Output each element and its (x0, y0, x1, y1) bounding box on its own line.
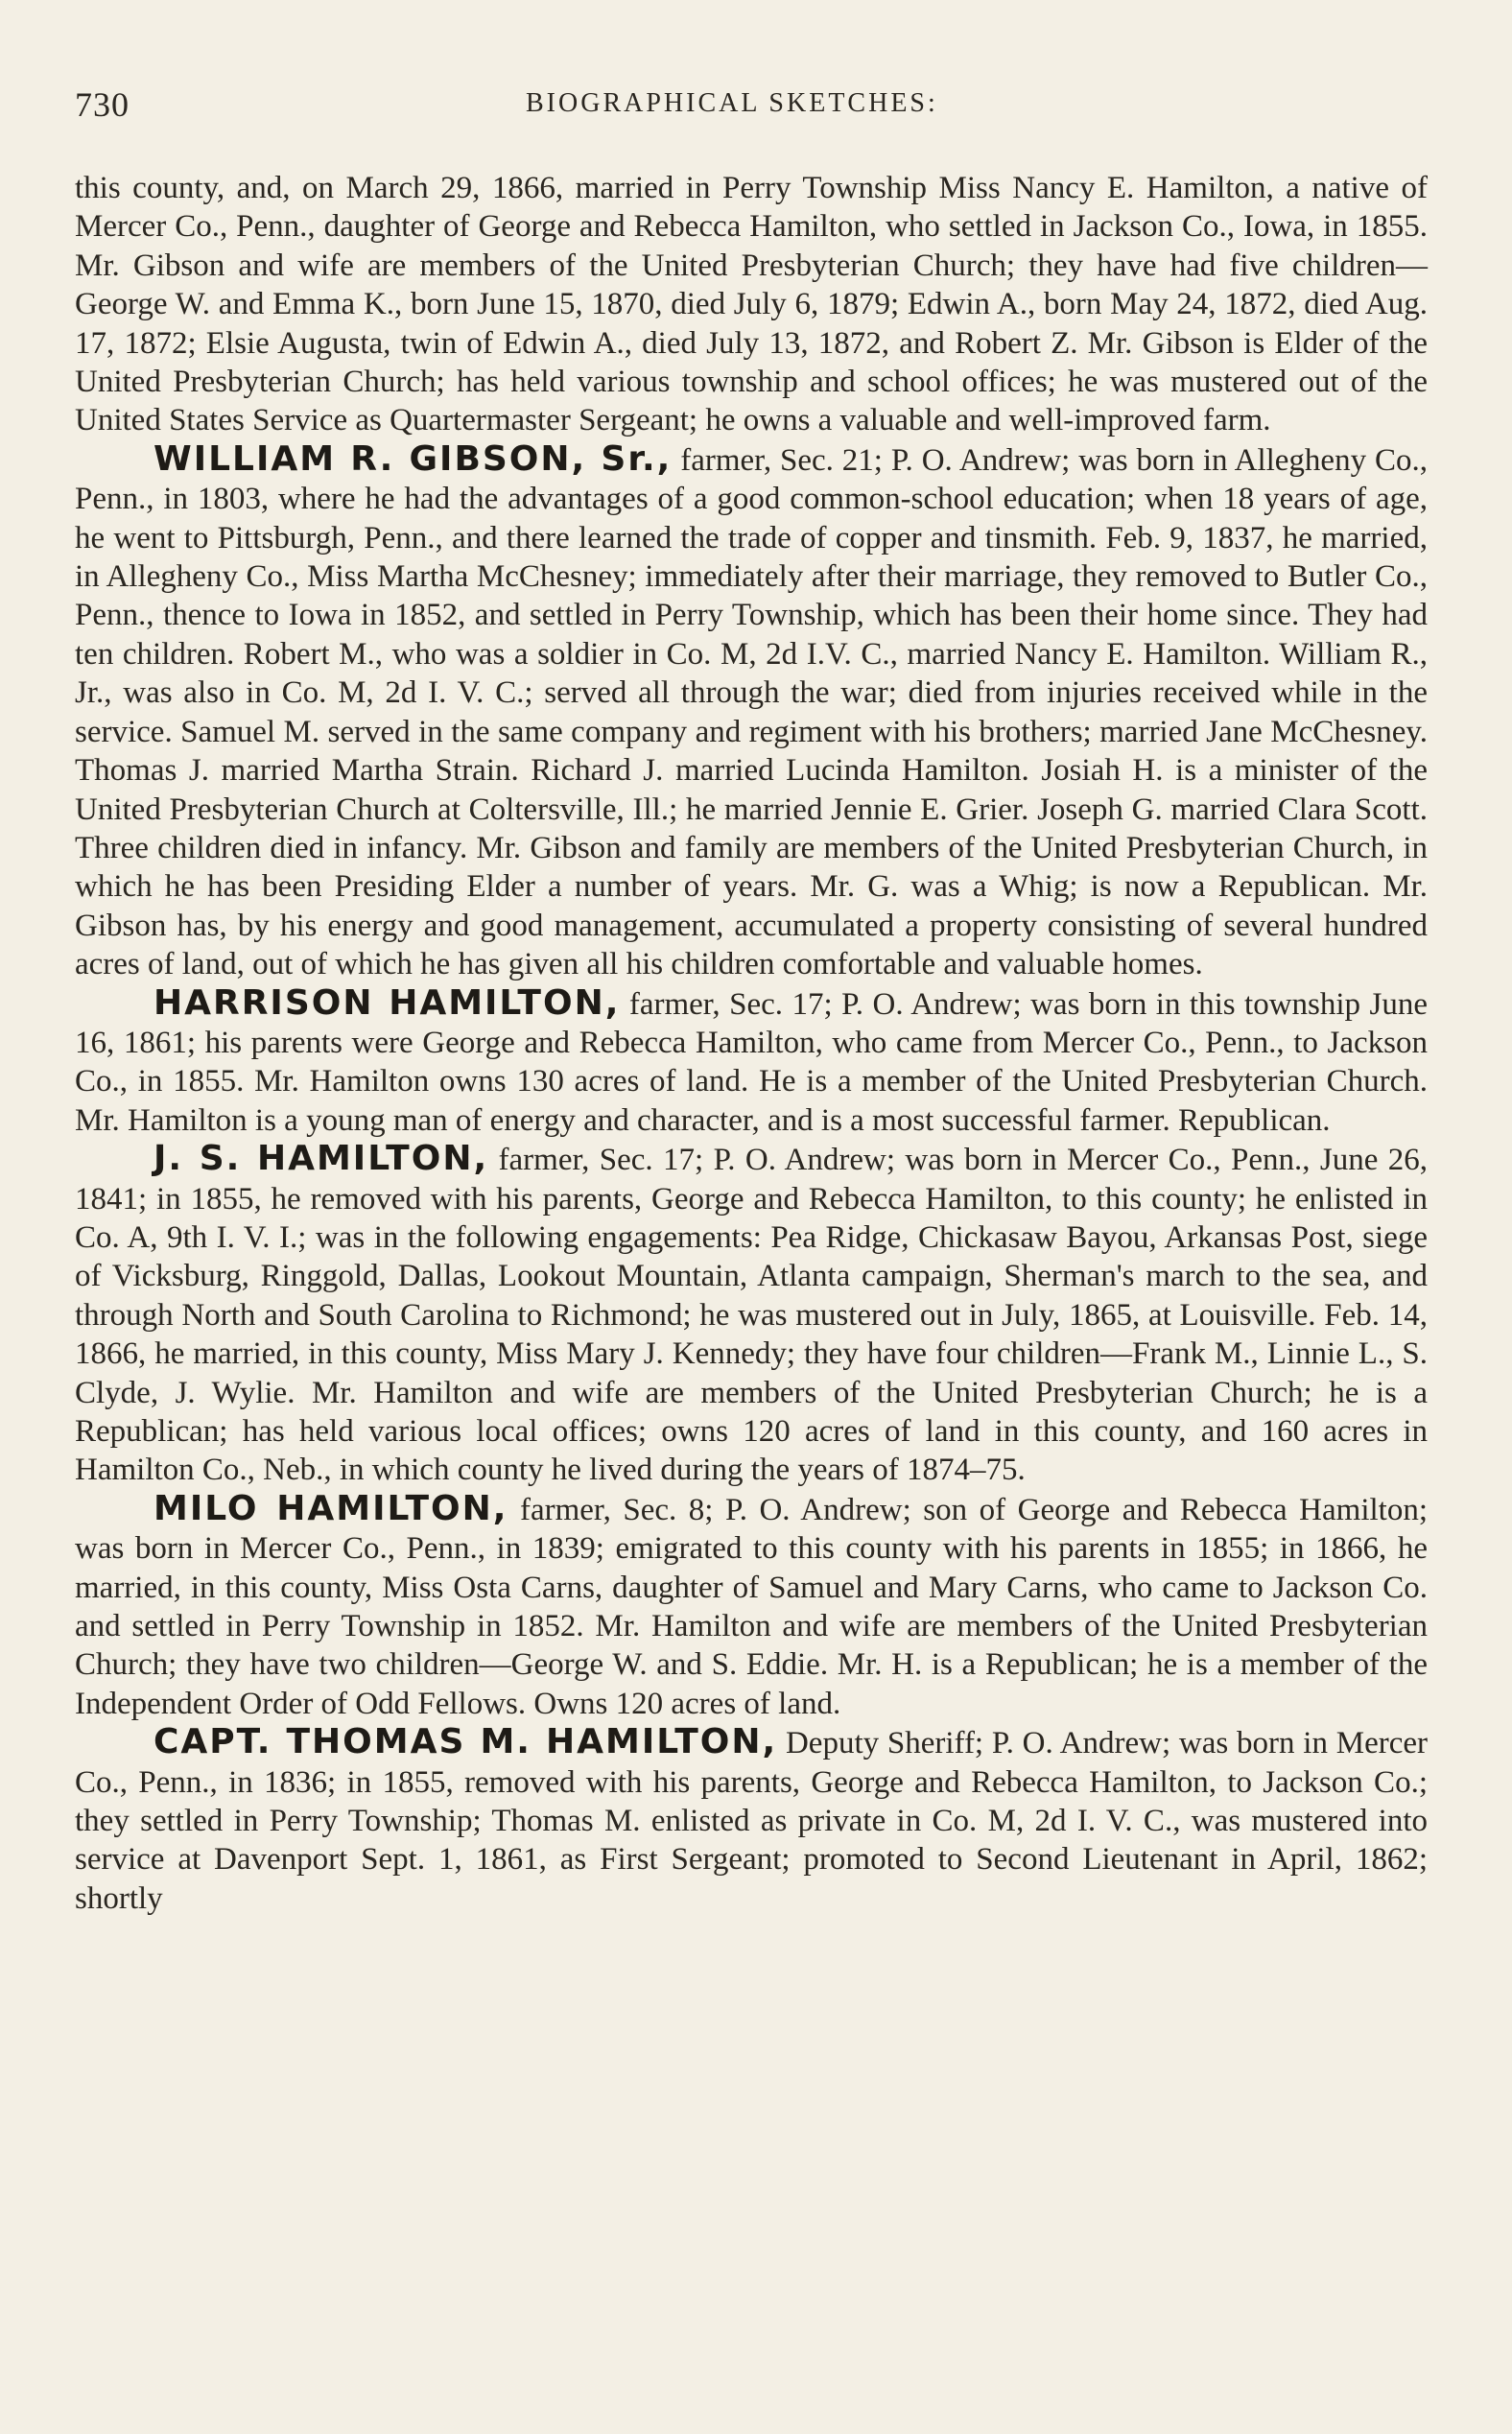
biography-body: farmer, Sec. 17; P. O. Andrew; was born in Mercer Co., Penn., June 26, 1841; in 1855, he removed with his parents, George and Rebecca Hamilton, to this county; he enlisted in Co. A, 9th I. V. I.; was in the following engagements: Pea Ridge, Chickasaw Bayou, Arkansas Post, siege of Vicksburg, Ringgold, Dallas, Lookout Mountain, Atlanta campaign, Sherman's march to the sea, and through North and South Carolina to Richmond; he was mustered out in July, 1865, at Louisville. Feb. 14, 1866, he married, in this county, Miss Mary J. Kennedy; they have four children—Frank M., Linnie L., S. Clyde, J. Wylie. Mr. Hamilton and wife are members of the United Presbyterian Church; he is a Republican; has held various local offices; owns 120 acres of land in this county, and 160 acres in Hamilton Co., Neb., in which county he lived during the years of 1874–75. (75, 1143, 1428, 1488)
biography-entry-j-s-hamilton (75, 1140, 1428, 1490)
biography-body: Deputy Sheriff; P. O. Andrew; was born in Mercer Co., Penn., in 1836; in 1855, removed with his parents, George and Rebecca Hamilton, to Jackson Co.; they settled in Perry Township; Thomas M. enlisted as private in Co. M, 2d I. V. C., was mustered into service at Davenport Sept. 1, 1861, as First Sergeant; promoted to Second Lieutenant in April, 1862; shortly (75, 1726, 1428, 1916)
page-number: 730 (75, 85, 130, 124)
biography-body: farmer, Sec. 8; P. O. Andrew; son of George and Rebecca Hamilton; was born in Mercer Co., Penn., in 1839; emigrated to this county with his parents in 1855; in 1866, he married, in this county, Miss Osta Carns, daughter of Samuel and Mary Carns, who came to Jackson Co. and settled in Perry Township in 1852. Mr. Hamilton and wife are members of the United Presbyterian Church; they have two children—George W. and S. Eddie. Mr. H. is a Republican; he is a member of the Independent Order of Odd Fellows. Owns 120 acres of land. (75, 1492, 1428, 1721)
biography-body: farmer, Sec. 21; P. O. Andrew; was born in Allegheny Co., Penn., in 1803, where he had the advantages of a good common-school education; when 18 years of age, he went to Pittsburgh, Penn., and there learned the trade of copper and tinsmith. Feb. 9, 1837, he married, in Allegheny Co., Miss Martha McChesney; immediately after their marriage, they removed to Butler Co., Penn., thence to Iowa in 1852, and settled in Perry Township, which has been their home since. They had ten children. Robert M., who was a soldier in Co. M, 2d I.V. C., married Nancy E. Hamilton. William R., Jr., was also in Co. M, 2d I. V. C.; served all through the war; died from injuries received while in the service. Samuel M. served in the same company and regiment with his brothers; married Jane McChesney. Thomas J. married Martha Strain. Richard J. married Lucinda Hamilton. Josiah H. is a minister of the United Presbyterian Church at Coltersville, Ill.; he married Jennie E. Grier. Joseph G. married Clara Scott. Three children died in infancy. Mr. Gibson and family are members of the United Presbyterian Church, in which he has been Presiding Elder a number of years. Mr. G. was a Whig; is now a Republican. Mr. Gibson has, by his energy and good management, accumulated a property consisting of several hundred acres of land, out of which he has given all his children comfortable and valuable homes. (75, 442, 1428, 982)
biography-entry-thomas-m-hamilton (75, 1723, 1428, 1918)
biography-text (75, 169, 1428, 1918)
person-name: CAPT. THOMAS M. HAMILTON, (154, 1722, 778, 1762)
person-name: WILLIAM R. GIBSON, Sr., (154, 438, 673, 479)
biography-body: this county, and, on March 29, 1866, married in Perry Township Miss Nancy E. Hamilton, a native of Mercer Co., Penn., daughter of George and Rebecca Hamilton, who settled in Jackson Co., Iowa, in 1855. Mr. Gibson and wife are members of the United Presbyterian Church; they have had five children—George W. and Emma K., born June 15, 1870, died July 6, 1879; Edwin A., born May 24, 1872, died Aug. 17, 1872; Elsie Augusta, twin of Edwin A., died July 13, 1872, and Robert Z. Mr. Gibson is Elder of the United Presbyterian Church; has held various township and school offices; he was mustered out of the United States Service as Quartermaster Sergeant; he owns a valuable and well-improved farm. (75, 171, 1428, 438)
person-name: MILO HAMILTON, (154, 1488, 508, 1528)
section-title: BIOGRAPHICAL SKETCHES: (526, 88, 938, 118)
biography-entry-harrison-hamilton (75, 984, 1428, 1141)
biography-entry-milo-hamilton (75, 1490, 1428, 1723)
person-name: HARRISON HAMILTON, (154, 982, 621, 1023)
person-name: J. S. HAMILTON, (154, 1139, 489, 1179)
biography-entry-william-r-gibson (75, 440, 1428, 984)
biography-continuation (75, 169, 1428, 440)
biography-body: farmer, Sec. 17; P. O. Andrew; was born in this township June 16, 1861; his parents were George and Rebecca Hamilton, who came from Mercer Co., Penn., to Jackson Co., in 1855. Mr. Hamilton owns 130 acres of land. He is a member of the United Presbyterian Church. Mr. Hamilton is a young man of energy and character, and is a most successful farmer. Republican. (75, 986, 1428, 1138)
running-head (75, 84, 1437, 132)
